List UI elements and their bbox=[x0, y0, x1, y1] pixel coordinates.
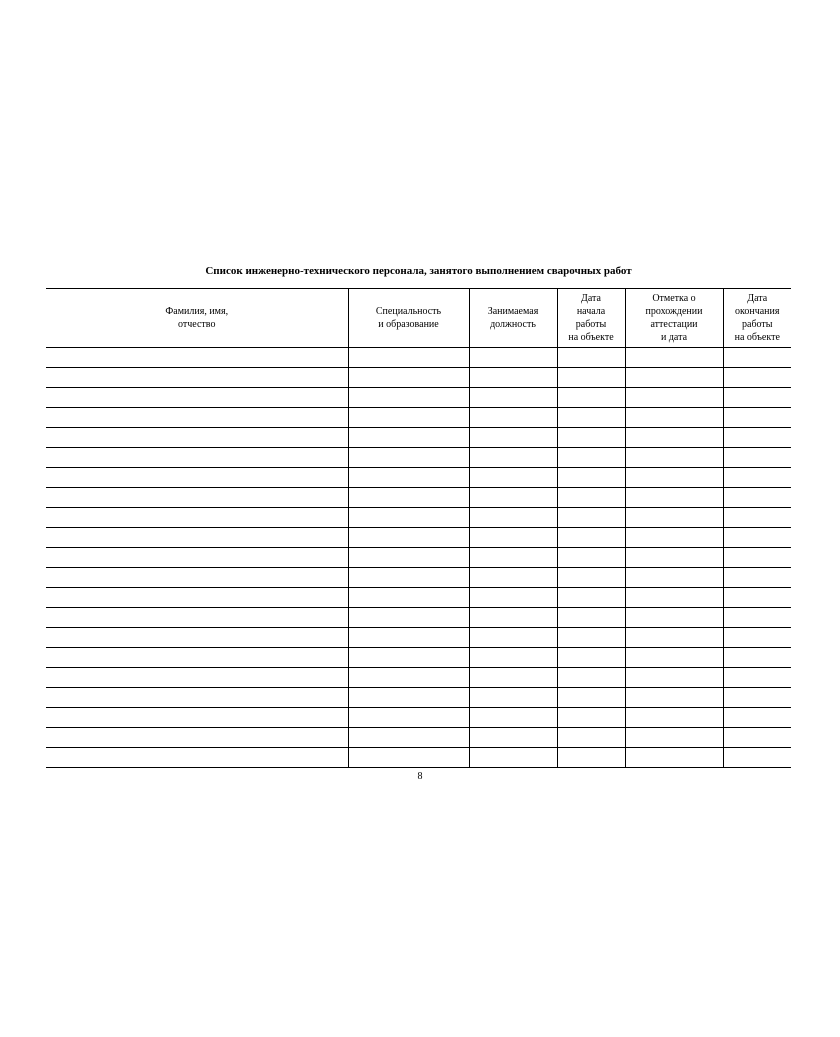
table-row bbox=[46, 588, 791, 608]
table-cell bbox=[46, 488, 348, 508]
table-cell bbox=[557, 368, 625, 388]
table-cell bbox=[46, 368, 348, 388]
table-header-row bbox=[46, 289, 791, 348]
table-cell bbox=[46, 528, 348, 548]
table-row bbox=[46, 568, 791, 588]
table-cell bbox=[46, 588, 348, 608]
table-cell bbox=[557, 628, 625, 648]
table-cell bbox=[348, 368, 469, 388]
table-row bbox=[46, 528, 791, 548]
table-cell bbox=[557, 488, 625, 508]
table-cell bbox=[723, 628, 791, 648]
table-cell bbox=[723, 668, 791, 688]
table-cell bbox=[625, 508, 723, 528]
table-cell bbox=[625, 528, 723, 548]
table-row bbox=[46, 608, 791, 628]
table-cell bbox=[557, 688, 625, 708]
table-cell bbox=[723, 428, 791, 448]
table-cell bbox=[46, 348, 348, 368]
page-title: Список инженерно-технического персонала, занятого выполнением сварочных работ bbox=[205, 265, 632, 277]
table-cell bbox=[469, 488, 557, 508]
table-cell bbox=[723, 728, 791, 748]
table-cell bbox=[723, 748, 791, 768]
table-row bbox=[46, 648, 791, 668]
table-cell bbox=[557, 708, 625, 728]
table-cell bbox=[723, 488, 791, 508]
table-row bbox=[46, 428, 791, 448]
table-cell bbox=[348, 708, 469, 728]
table-cell bbox=[557, 728, 625, 748]
table-cell bbox=[469, 468, 557, 488]
table-cell bbox=[469, 448, 557, 468]
table-cell bbox=[469, 748, 557, 768]
table-cell bbox=[723, 548, 791, 568]
table-cell bbox=[348, 748, 469, 768]
table-cell bbox=[557, 508, 625, 528]
table-cell bbox=[723, 688, 791, 708]
table-cell bbox=[348, 688, 469, 708]
table-cell bbox=[46, 408, 348, 428]
table-cell bbox=[46, 448, 348, 468]
table-row bbox=[46, 448, 791, 468]
table-row bbox=[46, 468, 791, 488]
table-cell bbox=[348, 468, 469, 488]
table-cell bbox=[625, 668, 723, 688]
table-cell bbox=[469, 348, 557, 368]
table-cell bbox=[469, 528, 557, 548]
table-cell bbox=[348, 648, 469, 668]
table-cell bbox=[348, 448, 469, 468]
table-cell bbox=[46, 688, 348, 708]
table-cell bbox=[46, 628, 348, 648]
table-cell bbox=[348, 728, 469, 748]
table-cell bbox=[557, 568, 625, 588]
table-cell bbox=[46, 548, 348, 568]
table-cell bbox=[46, 428, 348, 448]
table-cell bbox=[557, 748, 625, 768]
table-cell bbox=[469, 628, 557, 648]
personnel-table bbox=[46, 288, 791, 768]
table-cell bbox=[557, 528, 625, 548]
table-cell bbox=[469, 428, 557, 448]
table-body bbox=[46, 348, 791, 768]
table-row bbox=[46, 708, 791, 728]
table-cell bbox=[723, 568, 791, 588]
table-row bbox=[46, 668, 791, 688]
table-cell bbox=[723, 648, 791, 668]
table-cell bbox=[469, 608, 557, 628]
table-cell bbox=[723, 468, 791, 488]
table-cell bbox=[723, 528, 791, 548]
table-cell bbox=[625, 408, 723, 428]
table-row bbox=[46, 688, 791, 708]
table-cell bbox=[46, 668, 348, 688]
table-cell bbox=[46, 508, 348, 528]
table-cell bbox=[557, 428, 625, 448]
table-cell bbox=[46, 468, 348, 488]
table-cell bbox=[348, 628, 469, 648]
table-cell bbox=[46, 728, 348, 748]
table-cell bbox=[348, 508, 469, 528]
table-row bbox=[46, 408, 791, 428]
table-cell bbox=[469, 508, 557, 528]
table-cell bbox=[469, 408, 557, 428]
table-cell bbox=[723, 508, 791, 528]
table-cell bbox=[469, 368, 557, 388]
table-cell bbox=[348, 408, 469, 428]
column-header-end-date: Дата окончания работы на объекте bbox=[723, 289, 791, 348]
table-cell bbox=[46, 388, 348, 408]
column-header-full-name: Фамилия, имя, отчество bbox=[46, 289, 348, 348]
table-cell bbox=[723, 368, 791, 388]
table-cell bbox=[348, 568, 469, 588]
table-row bbox=[46, 368, 791, 388]
table-cell bbox=[46, 608, 348, 628]
table-cell bbox=[723, 708, 791, 728]
table-cell bbox=[625, 748, 723, 768]
table-cell bbox=[625, 428, 723, 448]
table-cell bbox=[625, 588, 723, 608]
table-row bbox=[46, 348, 791, 368]
table-cell bbox=[348, 588, 469, 608]
table-cell bbox=[723, 408, 791, 428]
table-cell bbox=[557, 608, 625, 628]
table-cell bbox=[625, 568, 723, 588]
table-cell bbox=[469, 588, 557, 608]
table-cell bbox=[46, 748, 348, 768]
table-cell bbox=[46, 568, 348, 588]
table-cell bbox=[557, 648, 625, 668]
table-row bbox=[46, 748, 791, 768]
column-header-certification: Отметка о прохождении аттестации и дата bbox=[625, 289, 723, 348]
table-row bbox=[46, 508, 791, 528]
column-header-specialty: Специальность и образование bbox=[348, 289, 469, 348]
table-cell bbox=[723, 348, 791, 368]
table-row bbox=[46, 488, 791, 508]
table-cell bbox=[348, 428, 469, 448]
table-cell bbox=[625, 688, 723, 708]
table-cell bbox=[348, 488, 469, 508]
table-cell bbox=[557, 588, 625, 608]
table-cell bbox=[469, 648, 557, 668]
table-cell bbox=[625, 388, 723, 408]
table-cell bbox=[557, 348, 625, 368]
table-cell bbox=[348, 608, 469, 628]
table-cell bbox=[723, 448, 791, 468]
table-cell bbox=[557, 668, 625, 688]
table-cell bbox=[348, 348, 469, 368]
table-cell bbox=[469, 388, 557, 408]
table-cell bbox=[348, 548, 469, 568]
table-cell bbox=[348, 668, 469, 688]
table-cell bbox=[557, 448, 625, 468]
table-cell bbox=[625, 648, 723, 668]
table-cell bbox=[469, 568, 557, 588]
table-cell bbox=[46, 708, 348, 728]
table-cell bbox=[469, 728, 557, 748]
table-cell bbox=[723, 388, 791, 408]
table-cell bbox=[625, 488, 723, 508]
table-cell bbox=[625, 448, 723, 468]
table-cell bbox=[723, 588, 791, 608]
table-cell bbox=[348, 388, 469, 408]
table-row bbox=[46, 728, 791, 748]
table-cell bbox=[469, 708, 557, 728]
table-cell bbox=[557, 548, 625, 568]
table-cell bbox=[625, 608, 723, 628]
table-cell bbox=[625, 548, 723, 568]
table-cell bbox=[723, 608, 791, 628]
table-cell bbox=[625, 708, 723, 728]
table-row bbox=[46, 548, 791, 568]
table-cell bbox=[625, 728, 723, 748]
table-row bbox=[46, 628, 791, 648]
table-cell bbox=[469, 688, 557, 708]
table-cell bbox=[348, 528, 469, 548]
table-cell bbox=[557, 468, 625, 488]
table-cell bbox=[625, 628, 723, 648]
table-cell bbox=[557, 388, 625, 408]
table-cell bbox=[625, 348, 723, 368]
column-header-start-date: Дата начала работы на объекте bbox=[557, 289, 625, 348]
table-cell bbox=[469, 668, 557, 688]
column-header-position: Занимаемая должность bbox=[469, 289, 557, 348]
table-cell bbox=[625, 468, 723, 488]
page-number: 8 bbox=[417, 771, 423, 782]
table-cell bbox=[469, 548, 557, 568]
table-row bbox=[46, 388, 791, 408]
table-cell bbox=[46, 648, 348, 668]
table-cell bbox=[625, 368, 723, 388]
table-cell bbox=[557, 408, 625, 428]
